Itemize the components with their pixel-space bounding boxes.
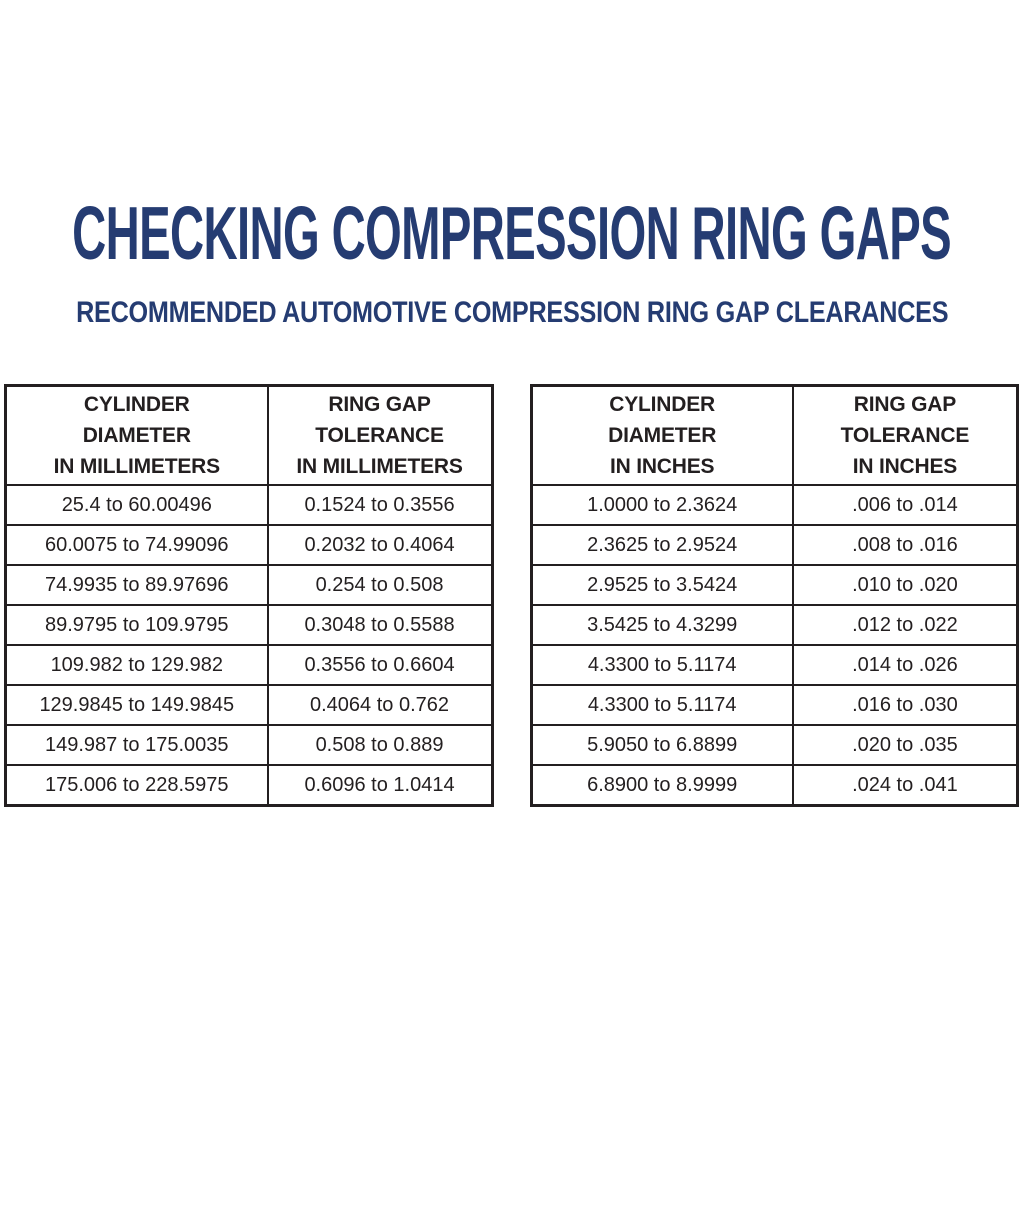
header-row bbox=[531, 386, 1018, 486]
tables-container bbox=[4, 384, 1019, 807]
table-millimeters-body bbox=[6, 485, 493, 806]
header-line: IN MILLIMETERS bbox=[296, 455, 463, 478]
ring-gap-tolerance-cell: .010 to .020 bbox=[793, 565, 1018, 605]
ring-gap-tolerance-cell: 0.6096 to 1.0414 bbox=[268, 765, 492, 806]
cylinder-diameter-cell: 4.3300 to 5.1174 bbox=[531, 685, 793, 725]
cylinder-diameter-cell: 74.9935 to 89.97696 bbox=[6, 565, 268, 605]
header-line: IN INCHES bbox=[609, 455, 715, 478]
column-header-ring-gap-tolerance-mm bbox=[268, 386, 492, 486]
table-inches-body bbox=[531, 485, 1018, 806]
cylinder-diameter-cell: 3.5425 to 4.3299 bbox=[531, 605, 793, 645]
table-row bbox=[6, 525, 493, 565]
table-row bbox=[6, 565, 493, 605]
page-title-text: CHECKING COMPRESSION RING GAPS bbox=[72, 191, 952, 275]
ring-gap-tolerance-cell: 0.3556 to 0.6604 bbox=[268, 645, 492, 685]
header-line: TOLERANCE bbox=[840, 424, 970, 447]
ring-gap-tolerance-cell: .006 to .014 bbox=[793, 485, 1018, 525]
table-row bbox=[6, 685, 493, 725]
cylinder-diameter-cell: 5.9050 to 6.8899 bbox=[531, 725, 793, 765]
ring-gap-tolerance-cell: .014 to .026 bbox=[793, 645, 1018, 685]
table-row bbox=[531, 485, 1018, 525]
table-row bbox=[6, 485, 493, 525]
header-line: IN INCHES bbox=[852, 455, 958, 478]
column-header-cylinder-diameter-in bbox=[531, 386, 793, 486]
cylinder-diameter-cell: 60.0075 to 74.99096 bbox=[6, 525, 268, 565]
header-line: TOLERANCE bbox=[315, 424, 444, 447]
table-inches-header bbox=[531, 386, 1018, 486]
cylinder-diameter-cell: 4.3300 to 5.1174 bbox=[531, 645, 793, 685]
cylinder-diameter-cell: 175.006 to 228.5975 bbox=[6, 765, 268, 806]
cylinder-diameter-cell: 2.9525 to 3.5424 bbox=[531, 565, 793, 605]
table-row bbox=[531, 685, 1018, 725]
table-inches bbox=[530, 384, 1020, 807]
table-row bbox=[531, 605, 1018, 645]
table-row bbox=[6, 645, 493, 685]
table-row bbox=[531, 645, 1018, 685]
ring-gap-tolerance-cell: 0.508 to 0.889 bbox=[268, 725, 492, 765]
ring-gap-tolerance-cell: .024 to .041 bbox=[793, 765, 1018, 806]
table-row bbox=[531, 765, 1018, 806]
cylinder-diameter-cell: 6.8900 to 8.9999 bbox=[531, 765, 793, 806]
column-header-ring-gap-tolerance-in bbox=[793, 386, 1018, 486]
table-row bbox=[531, 565, 1018, 605]
header-line: IN MILLIMETERS bbox=[53, 455, 220, 478]
ring-gap-tolerance-cell: .016 to .030 bbox=[793, 685, 1018, 725]
cylinder-diameter-cell: 89.9795 to 109.9795 bbox=[6, 605, 268, 645]
ring-gap-tolerance-cell: .020 to .035 bbox=[793, 725, 1018, 765]
table-millimeters-header bbox=[6, 386, 493, 486]
header-row bbox=[6, 386, 493, 486]
cylinder-diameter-cell: 25.4 to 60.00496 bbox=[6, 485, 268, 525]
header-line: DIAMETER bbox=[608, 424, 717, 447]
header-line: RING GAP bbox=[853, 393, 957, 416]
page-subtitle-text: RECOMMENDED AUTOMOTIVE COMPRESSION RING GAP CLEARANCES bbox=[75, 296, 949, 329]
table-row bbox=[6, 725, 493, 765]
ring-gap-tolerance-cell: 0.3048 to 0.5588 bbox=[268, 605, 492, 645]
cylinder-diameter-cell: 1.0000 to 2.3624 bbox=[531, 485, 793, 525]
column-header-cylinder-diameter-mm bbox=[6, 386, 268, 486]
table-row bbox=[531, 725, 1018, 765]
ring-gap-tolerance-cell: .008 to .016 bbox=[793, 525, 1018, 565]
cylinder-diameter-cell: 2.3625 to 2.9524 bbox=[531, 525, 793, 565]
table-millimeters bbox=[4, 384, 494, 807]
ring-gap-tolerance-cell: .012 to .022 bbox=[793, 605, 1018, 645]
header-line: DIAMETER bbox=[82, 424, 191, 447]
page-title bbox=[0, 191, 1024, 275]
ring-gap-tolerance-cell: 0.2032 to 0.4064 bbox=[268, 525, 492, 565]
header-line: CYLINDER bbox=[83, 393, 190, 416]
ring-gap-tolerance-cell: 0.1524 to 0.3556 bbox=[268, 485, 492, 525]
header-line: RING GAP bbox=[328, 393, 431, 416]
page-subtitle bbox=[0, 298, 1024, 328]
table-row bbox=[6, 765, 493, 806]
cylinder-diameter-cell: 129.9845 to 149.9845 bbox=[6, 685, 268, 725]
cylinder-diameter-cell: 109.982 to 129.982 bbox=[6, 645, 268, 685]
cylinder-diameter-cell: 149.987 to 175.0035 bbox=[6, 725, 268, 765]
table-row bbox=[531, 525, 1018, 565]
header-line: CYLINDER bbox=[609, 393, 716, 416]
ring-gap-tolerance-cell: 0.4064 to 0.762 bbox=[268, 685, 492, 725]
document-page bbox=[0, 191, 1024, 1220]
ring-gap-tolerance-cell: 0.254 to 0.508 bbox=[268, 565, 492, 605]
table-row bbox=[6, 605, 493, 645]
